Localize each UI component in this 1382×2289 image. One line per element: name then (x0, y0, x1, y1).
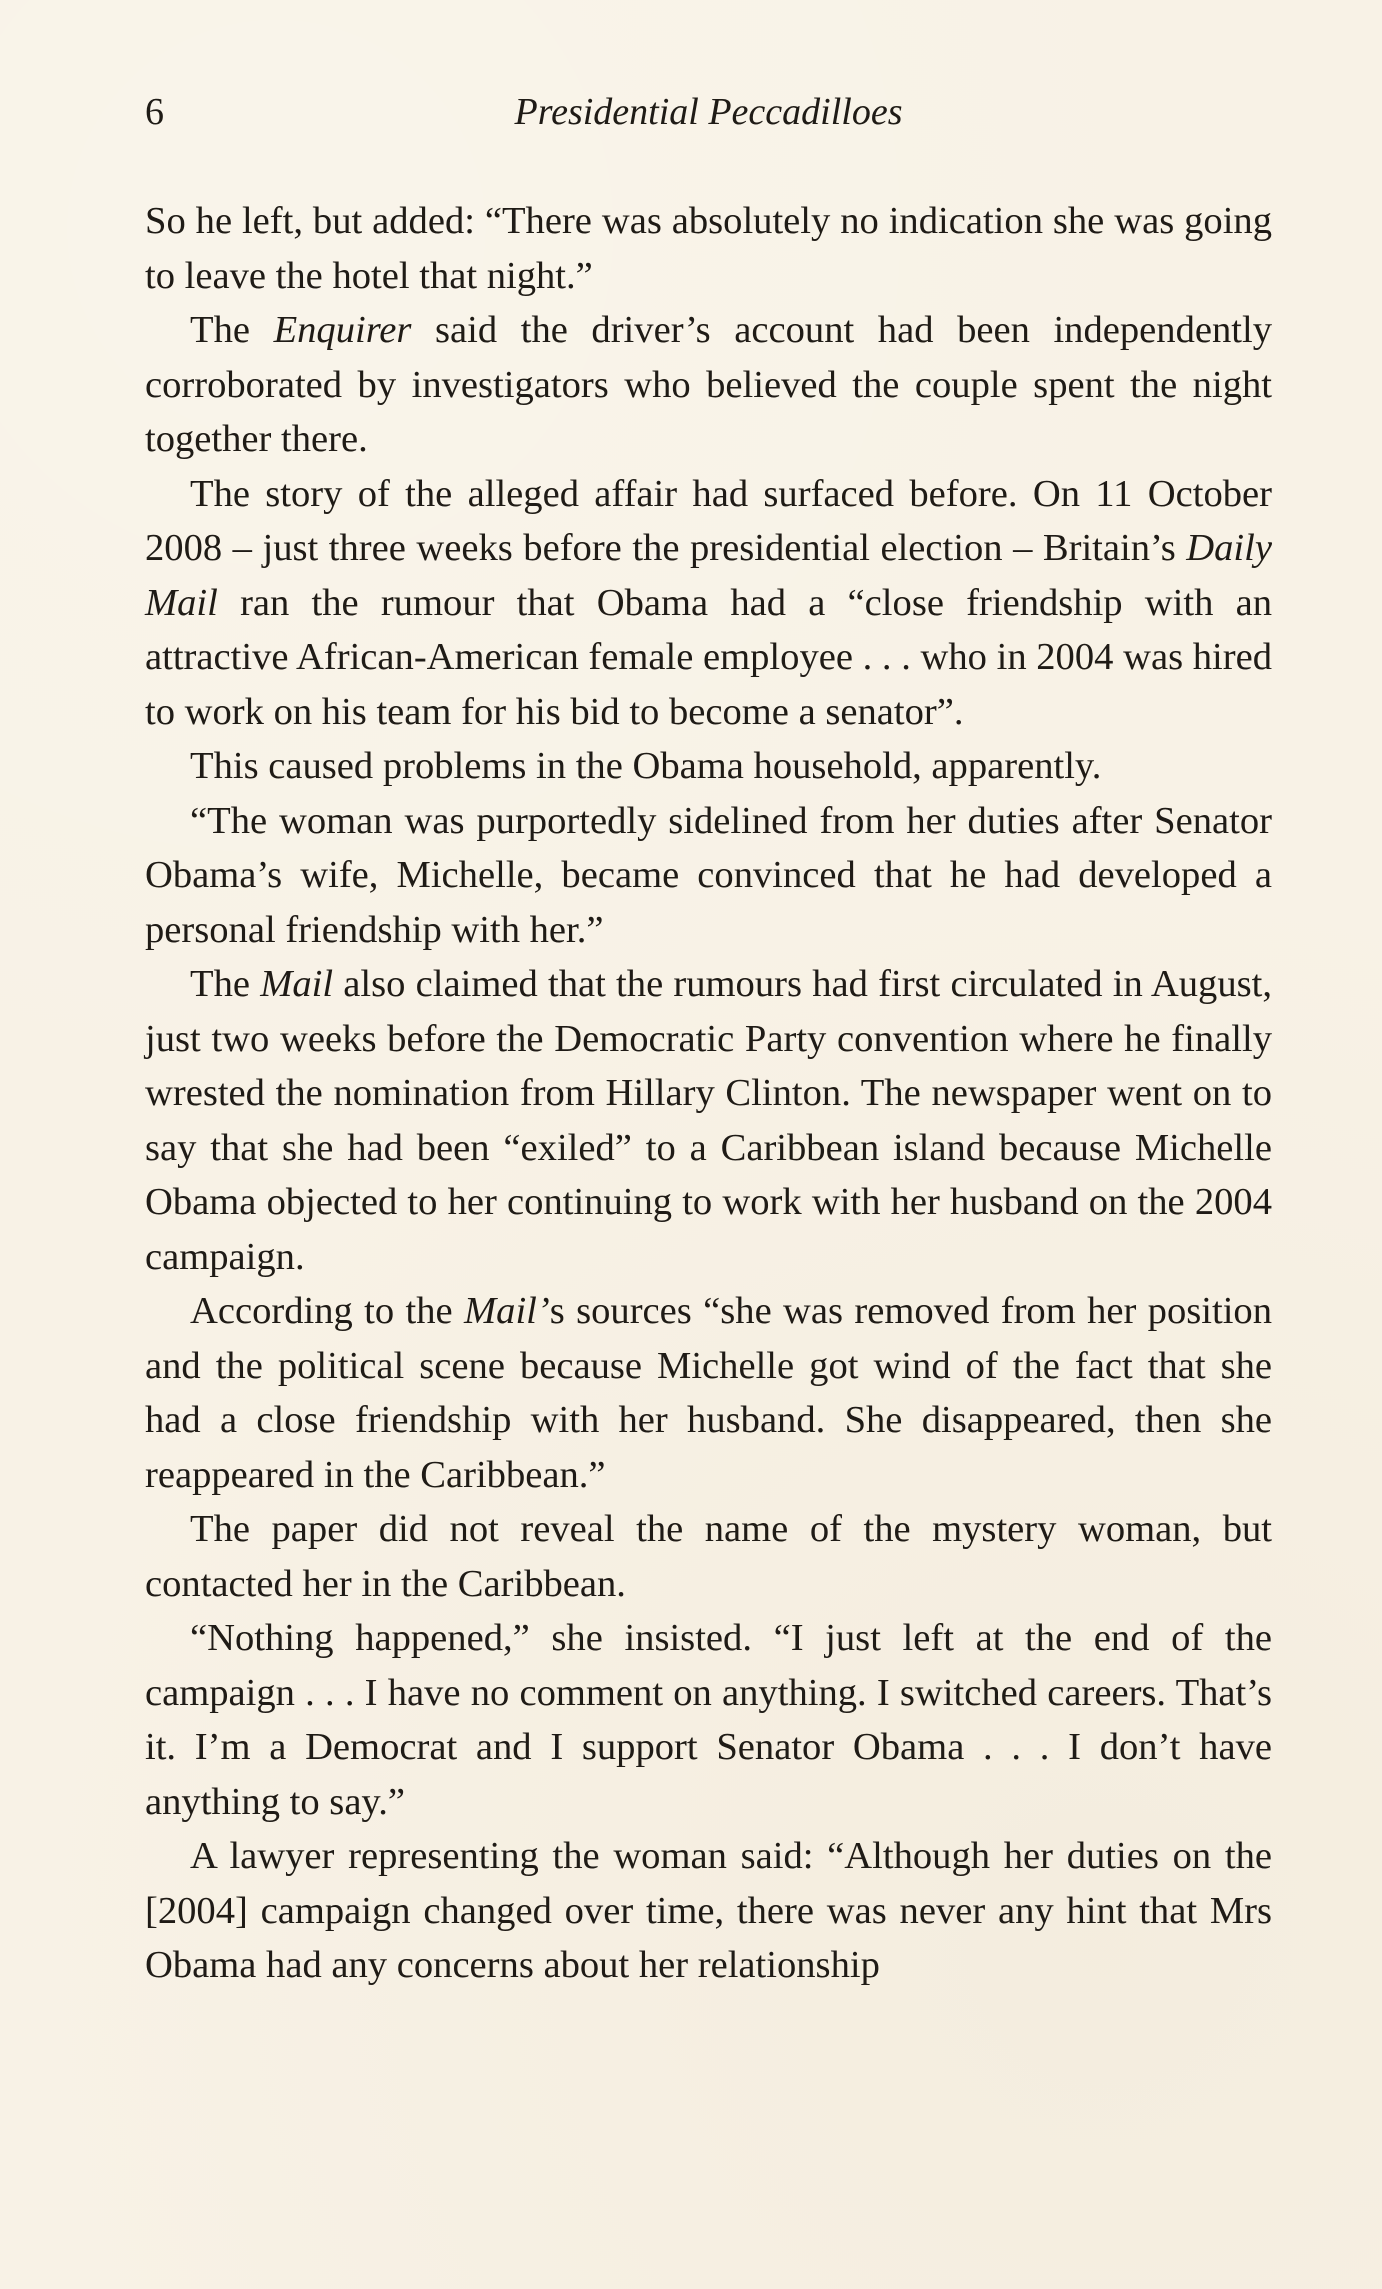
text-segment: A lawyer representing the woman said: “Although her duties on the [2004] campaign changed over time, there was never any hint that Mrs Obama had any concerns about her relationship (145, 1835, 1272, 1986)
italic-text-segment: Mail’ (464, 1290, 550, 1332)
page-number: 6 (145, 91, 164, 133)
text-segment: The story of the alleged affair had surfaced before. On 11 October 2008 – just three weeks before the presidential election – Britain’s (145, 472, 1272, 569)
paragraph (145, 957, 1272, 1284)
paragraph (145, 303, 1272, 467)
paragraph (145, 1829, 1272, 1993)
text-segment: This caused problems in the Obama household, apparently. (190, 745, 1102, 787)
body-text (145, 194, 1272, 1993)
page-header (145, 84, 1272, 140)
italic-text-segment: Mail (260, 963, 334, 1005)
paragraph (145, 1284, 1272, 1502)
text-segment: So he left, but added: “There was absolutely no indication she was going to leave the hotel that night.” (145, 200, 1272, 297)
paragraph (145, 1611, 1272, 1829)
paragraph (145, 739, 1272, 794)
text-segment: According to the (190, 1290, 465, 1332)
text-segment: “Nothing happened,” she insisted. “I just left at the end of the campaign . . . I have no comment on anything. I switched careers. That’s it. I’m a Democrat and I support Senator Obama . . . I don’t have anything to say.” (145, 1617, 1272, 1823)
text-segment: “The woman was purportedly sidelined from her duties after Senator Obama’s wife, Michelle, became convinced that he had developed a personal friendship with her.” (145, 799, 1272, 951)
text-segment: s sources “she was removed from her position and the political scene because Michelle got wind of the fact that she had a close friendship with her husband. She disappeared, then she reappeared in the Caribbean.” (145, 1290, 1272, 1496)
text-segment: The paper did not reveal the name of the mystery woman, but contacted her in the Caribbean. (145, 1508, 1272, 1605)
italic-text-segment: Daily Mail (145, 527, 1272, 624)
paragraph (145, 194, 1272, 303)
text-segment: also claimed that the rumours had first circulated in August, just two weeks before the Democratic Party convention where he finally wrested the nomination from Hillary Clinton. The newspaper went on to say that she had been “exiled” to a Caribbean island because Michelle Obama objected to her continuing to work with her husband on the 2004 campaign. (145, 963, 1272, 1278)
text-segment: said the driver’s account had been independently corroborated by investigators who believed the couple spent the night together there. (145, 309, 1273, 460)
text-segment: The (190, 309, 274, 351)
paragraph (145, 794, 1272, 958)
paragraph (145, 467, 1272, 740)
text-segment: ran the rumour that Obama had a “close friendship with an attractive African-American female employee . . . who in 2004 was hired to work on his team for his bid to become a senator”. (145, 581, 1272, 733)
paragraph (145, 1502, 1272, 1611)
text-segment: The (190, 963, 261, 1005)
running-title: Presidential Peccadilloes (514, 91, 903, 133)
italic-text-segment: Enquirer (273, 309, 412, 351)
